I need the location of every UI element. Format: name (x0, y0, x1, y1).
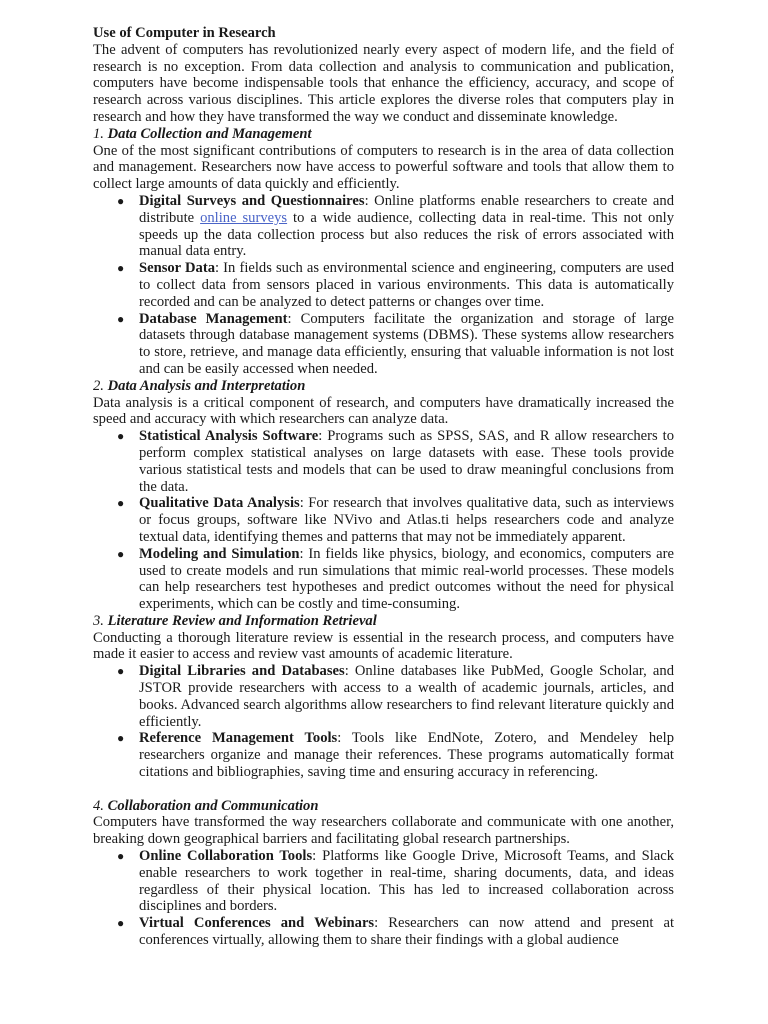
item-text: to a wide audience, collecting data in real-time. This not only speeds up the data collection process but also reduces the risk of errors associated with manual data entry. (139, 209, 674, 260)
section-number: 2. (93, 377, 104, 394)
section-paragraph: One of the most significant contributions of computers to research is in the area of data collection and management. Researchers now have access to powerful software and tools that allow them to collect large amounts of data quickly and efficiently. (93, 142, 674, 193)
bullet-icon: ● (117, 261, 125, 276)
item-term: Database Management (139, 310, 288, 327)
item-term: Digital Surveys and Questionnaires (139, 192, 365, 209)
list-item (117, 495, 674, 545)
item-term: Virtual Conferences and Webinars (139, 915, 375, 932)
bullet-icon: ● (117, 849, 125, 864)
bullet-icon: ● (117, 731, 125, 746)
section-title: Collaboration and Communication (107, 797, 319, 814)
bullet-icon: ● (117, 429, 125, 444)
intro-paragraph: The advent of computers has revolutionized nearly every aspect of modern life, and the field of research is no exception. From data collection and analysis to communication and publication, computers have become indispensable tools that enhance the efficiency, accuracy, and scope of research across various disciplines. This article explores the diverse roles that computers play in research and how they have transformed the way we conduct and disseminate knowledge. (93, 41, 674, 125)
section-paragraph: Conducting a thorough literature review is essential in the research process, and computers have made it easier to access and review vast amounts of academic literature. (93, 629, 674, 663)
item-text: : Programs such as SPSS, SAS, and R allow researchers to perform complex statistical analyses on large datasets with ease. These tools provide various statistical tests and models that can be used to draw meaningful conclusions from the data. (139, 428, 674, 495)
item-text: : Tools like EndNote, Zotero, and Mendeley help researchers organize and manage their references. These programs automatically format citations and bibliographies, saving time and ensuring accuracy in referencing. (139, 730, 674, 781)
section-number: 1. (93, 125, 104, 142)
section-heading (93, 126, 674, 143)
list-item (117, 545, 675, 613)
item-text: : In fields like physics, biology, and economics, computers are used to create models and run simulations that mimic real-world processes. These models can help researchers test hypotheses and predict outcomes without the need for physical experiments, which can be costly and time-consuming. (139, 545, 675, 613)
section-heading (93, 798, 674, 815)
bullet-icon: ● (117, 193, 125, 208)
bullet-list (93, 848, 674, 949)
list-item (117, 915, 674, 949)
bullet-icon: ● (117, 916, 125, 931)
bullet-list (93, 193, 674, 378)
item-term: Statistical Analysis Software (139, 428, 319, 445)
bullet-icon: ● (117, 311, 125, 326)
list-item (117, 428, 674, 495)
bullet-list (93, 663, 674, 781)
section-heading (93, 613, 674, 630)
list-item (117, 192, 674, 260)
section-title: Data Collection and Management (107, 125, 312, 142)
bullet-icon: ● (117, 664, 125, 679)
list-item (117, 730, 674, 781)
item-text: : Platforms like Google Drive, Microsoft Teams, and Slack enable researchers to work together in real-time, sharing documents, data, and ideas regardless of their physical location. This has led to increased collaboration across disciplines and borders. (139, 848, 674, 915)
item-text: : Researchers can now attend and present at conferences virtually, allowing them to share their findings with a global audience (139, 915, 674, 949)
section-paragraph: Computers have transformed the way researchers collaborate and communicate with one another, breaking down geographical barriers and facilitating global research partnerships. (93, 814, 674, 848)
document-page (93, 25, 674, 949)
list-item (117, 260, 674, 310)
item-term: Sensor Data (139, 260, 216, 277)
item-text: : Computers facilitate the organization and storage of large datasets through database management systems (DBMS). These systems allow researchers to store, retrieve, and manage data efficiently, ensuring that valuable information is not lost and can be easily accessed when needed. (139, 310, 674, 377)
section-heading (93, 378, 674, 395)
item-text: : In fields such as environmental science and engineering, computers are used to collect data from sensors placed in various environments. This data is automatically recorded and can be analyzed to detect patterns or changes over time. (139, 260, 674, 310)
list-item (117, 310, 674, 378)
item-term: Qualitative Data Analysis (139, 495, 300, 512)
list-item (117, 848, 674, 915)
item-term: Reference Management Tools (139, 730, 338, 747)
section-number: 4. (93, 797, 104, 814)
bullet-icon: ● (117, 546, 125, 561)
section-title: Literature Review and Information Retrieval (107, 612, 377, 629)
item-text: : Online platforms enable researchers to create and distribute (139, 192, 674, 226)
online-surveys-link[interactable]: online surveys (200, 209, 288, 226)
paragraph-spacer (93, 781, 674, 798)
section-paragraph: Data analysis is a critical component of research, and computers have dramatically increased the speed and accuracy with which researchers can analyze data. (93, 394, 674, 428)
bullet-list (93, 428, 674, 613)
section-title: Data Analysis and Interpretation (107, 377, 306, 394)
bullet-icon: ● (117, 496, 125, 511)
item-text: : For research that involves qualitative data, such as interviews or focus groups, software like NVivo and Atlas.ti helps researchers code and analyze textual data, identifying themes and patterns that may not be immediately apparent. (139, 495, 674, 545)
item-term: Digital Libraries and Databases (139, 663, 345, 680)
item-text: : Online databases like PubMed, Google Scholar, and JSTOR provide researchers with access to a wealth of academic journals, articles, and books. Advanced search algorithms allow researchers to find relevant literature quickly and efficiently. (139, 663, 674, 730)
item-term: Modeling and Simulation (139, 545, 300, 562)
list-item (117, 663, 674, 730)
item-term: Online Collaboration Tools (139, 848, 313, 865)
document-title: Use of Computer in Research (93, 25, 276, 41)
section-number: 3. (93, 612, 104, 629)
